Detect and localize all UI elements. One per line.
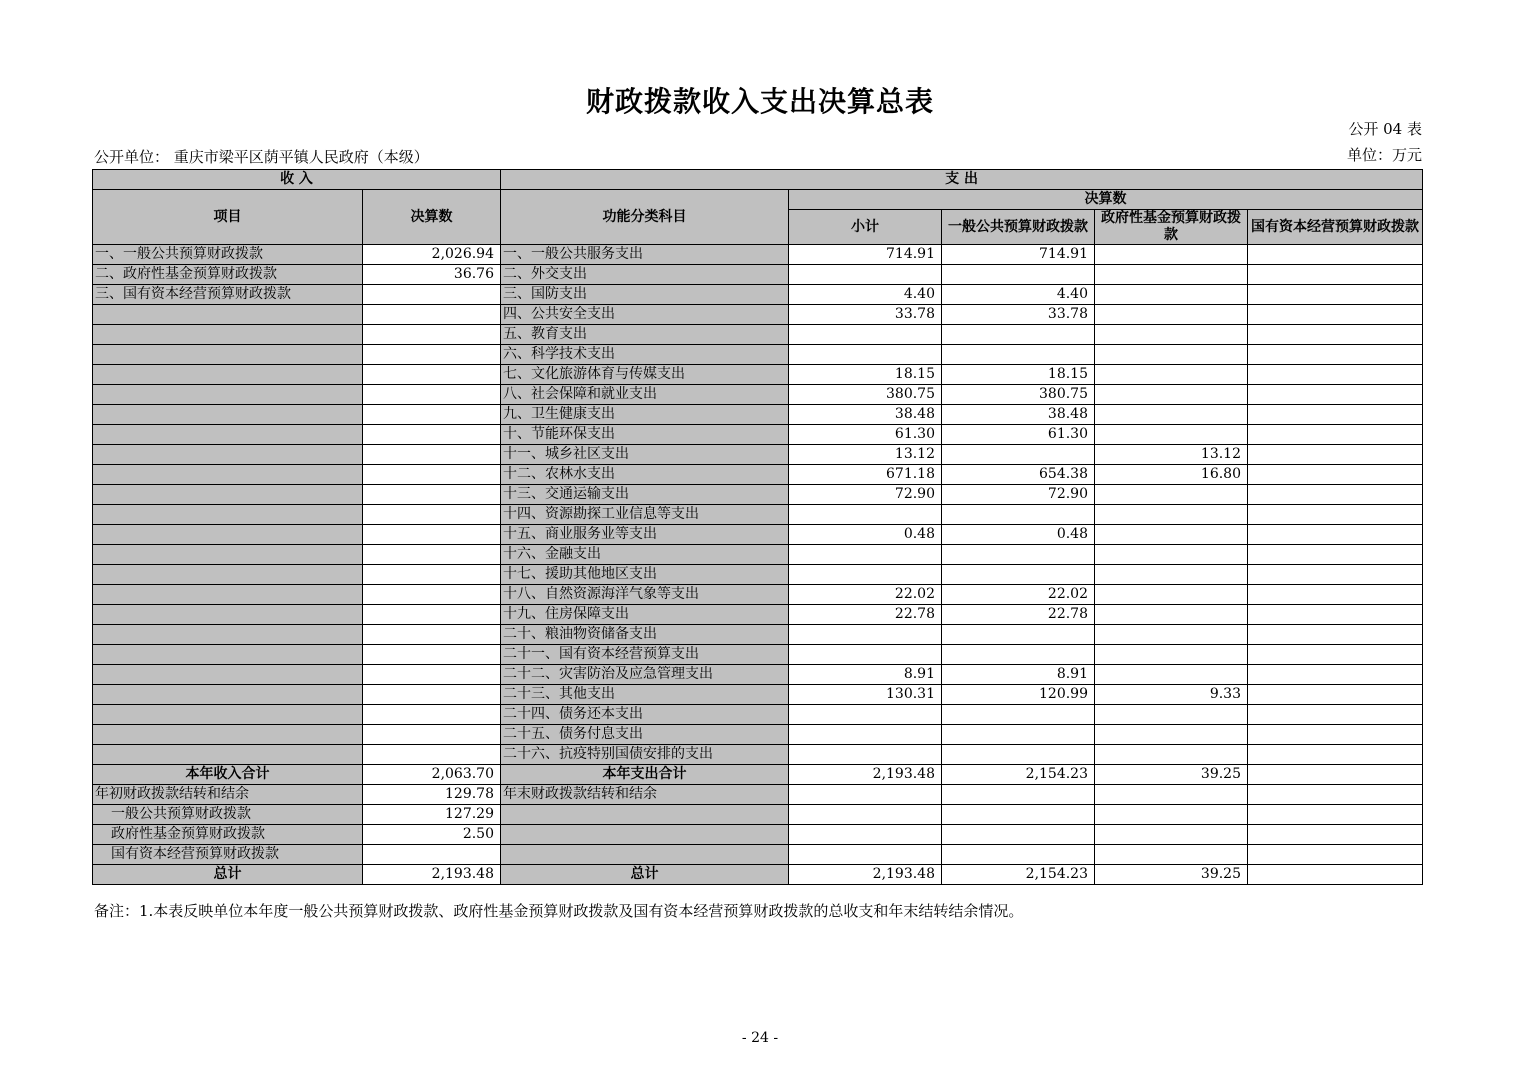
subtotal-cell xyxy=(789,825,942,845)
expense-category-cell: 二十四、债务还本支出 xyxy=(501,705,789,725)
income-amount-cell: 36.76 xyxy=(363,265,501,285)
income-item-cell xyxy=(93,545,363,565)
income-item-cell: 三、国有资本经营预算财政拨款 xyxy=(93,285,363,305)
income-amount-cell xyxy=(363,725,501,745)
fund-cell: 13.12 xyxy=(1095,445,1248,465)
expense-category-cell: 二、外交支出 xyxy=(501,265,789,285)
carryover-amount-cell: 2.50 xyxy=(363,825,501,845)
subtotal-cell xyxy=(789,785,942,805)
fund-cell xyxy=(1095,565,1248,585)
general-cell xyxy=(942,445,1095,465)
grand-total-row xyxy=(93,865,1423,885)
currency-unit: 单位：万元 xyxy=(1346,146,1422,164)
fund-cell: 9.33 xyxy=(1095,685,1248,705)
fund-cell xyxy=(1095,425,1248,445)
income-amount-cell xyxy=(363,605,501,625)
income-amount-cell xyxy=(363,465,501,485)
expense-category-cell: 六、科学技术支出 xyxy=(501,345,789,365)
table-row xyxy=(93,505,1423,525)
general-cell xyxy=(942,505,1095,525)
income-item-cell xyxy=(93,685,363,705)
income-item-cell xyxy=(93,585,363,605)
income-amount-cell xyxy=(363,445,501,465)
header-row-1 xyxy=(93,170,1423,190)
general-cell: 4.40 xyxy=(942,285,1095,305)
carryover-category-cell xyxy=(501,845,789,865)
carryover-row xyxy=(93,845,1423,865)
subtotal-cell: 33.78 xyxy=(789,305,942,325)
fund-cell xyxy=(1095,345,1248,365)
expense-category-cell: 三、国防支出 xyxy=(501,285,789,305)
income-item-cell xyxy=(93,325,363,345)
soe-cell xyxy=(1248,825,1423,845)
expense-category-cell: 九、卫生健康支出 xyxy=(501,405,789,425)
income-total-label: 总计 xyxy=(93,865,363,885)
expense-category-cell: 十八、自然资源海洋气象等支出 xyxy=(501,585,789,605)
subtotal-cell xyxy=(789,625,942,645)
table-row xyxy=(93,385,1423,405)
general-cell: 61.30 xyxy=(942,425,1095,445)
general-cell: 18.15 xyxy=(942,365,1095,385)
income-header: 收 入 xyxy=(93,170,501,190)
soe-cell xyxy=(1248,365,1423,385)
subtotal-cell: 4.40 xyxy=(789,285,942,305)
amount-header: 决算数 xyxy=(363,190,501,245)
general-cell: 38.48 xyxy=(942,405,1095,425)
income-item-cell xyxy=(93,485,363,505)
reporting-unit: 公开单位： 重庆市梁平区荫平镇人民政府（本级） xyxy=(94,148,429,166)
expense-category-cell: 十六、金融支出 xyxy=(501,545,789,565)
fund-cell xyxy=(1095,325,1248,345)
income-item-cell xyxy=(93,525,363,545)
income-amount-cell xyxy=(363,405,501,425)
table-row xyxy=(93,565,1423,585)
income-item-cell xyxy=(93,645,363,665)
expense-category-cell: 十、节能环保支出 xyxy=(501,425,789,445)
expense-category-cell: 十五、商业服务业等支出 xyxy=(501,525,789,545)
fund-cell xyxy=(1095,485,1248,505)
fund-total-cell: 39.25 xyxy=(1095,865,1248,885)
soe-cell xyxy=(1248,585,1423,605)
carryover-amount-cell: 129.78 xyxy=(363,785,501,805)
subtotal-cell xyxy=(789,705,942,725)
fund-cell xyxy=(1095,665,1248,685)
soe-cell xyxy=(1248,705,1423,725)
income-item-cell xyxy=(93,405,363,425)
soe-total-cell xyxy=(1248,765,1423,785)
subtotal-cell: 38.48 xyxy=(789,405,942,425)
income-amount-cell xyxy=(363,525,501,545)
fund-cell xyxy=(1095,585,1248,605)
subtotal-cell xyxy=(789,745,942,765)
table-row xyxy=(93,645,1423,665)
fund-cell xyxy=(1095,845,1248,865)
income-item-cell xyxy=(93,345,363,365)
expense-header: 支 出 xyxy=(501,170,1423,190)
soe-cell xyxy=(1248,465,1423,485)
subtotal-cell: 13.12 xyxy=(789,445,942,465)
expense-category-cell: 十四、资源勘探工业信息等支出 xyxy=(501,505,789,525)
expense-category-cell: 十一、城乡社区支出 xyxy=(501,445,789,465)
fund-cell xyxy=(1095,505,1248,525)
soe-cell xyxy=(1248,325,1423,345)
fund-cell xyxy=(1095,605,1248,625)
soe-cell xyxy=(1248,405,1423,425)
income-amount-cell xyxy=(363,305,501,325)
header-row-2 xyxy=(93,190,1423,210)
general-cell: 0.48 xyxy=(942,525,1095,545)
expense-category-cell: 一、一般公共服务支出 xyxy=(501,245,789,265)
soe-cell xyxy=(1248,525,1423,545)
fund-total-cell: 39.25 xyxy=(1095,765,1248,785)
expense-total-label: 总计 xyxy=(501,865,789,885)
table-row xyxy=(93,445,1423,465)
budget-table xyxy=(92,169,1423,885)
carryover-row xyxy=(93,805,1423,825)
soe-cell xyxy=(1248,425,1423,445)
carryover-item-cell: 政府性基金预算财政拨款 xyxy=(93,825,363,845)
general-cell xyxy=(942,565,1095,585)
income-item-cell xyxy=(93,725,363,745)
carryover-item-cell: 年初财政拨款结转和结余 xyxy=(93,785,363,805)
income-amount-cell: 2,026.94 xyxy=(363,245,501,265)
income-total-value: 2,193.48 xyxy=(363,865,501,885)
income-item-cell xyxy=(93,505,363,525)
income-total-value: 2,063.70 xyxy=(363,765,501,785)
general-cell: 22.78 xyxy=(942,605,1095,625)
form-number: 公开 04 表 xyxy=(1348,120,1422,138)
soe-total-cell xyxy=(1248,865,1423,885)
fund-cell xyxy=(1095,525,1248,545)
table-row xyxy=(93,725,1423,745)
income-item-cell xyxy=(93,465,363,485)
fund-cell xyxy=(1095,305,1248,325)
income-amount-cell xyxy=(363,325,501,345)
expense-total-label: 本年支出合计 xyxy=(501,765,789,785)
table-row xyxy=(93,605,1423,625)
expense-category-cell: 八、社会保障和就业支出 xyxy=(501,385,789,405)
subtotal-cell: 671.18 xyxy=(789,465,942,485)
category-header: 功能分类科目 xyxy=(501,190,789,245)
income-amount-cell xyxy=(363,665,501,685)
subtotal-cell xyxy=(789,805,942,825)
income-amount-cell xyxy=(363,645,501,665)
table-row xyxy=(93,325,1423,345)
fund-cell xyxy=(1095,365,1248,385)
income-item-cell: 一、一般公共预算财政拨款 xyxy=(93,245,363,265)
fund-cell xyxy=(1095,725,1248,745)
expense-category-cell: 二十五、债务付息支出 xyxy=(501,725,789,745)
general-cell: 22.02 xyxy=(942,585,1095,605)
table-row xyxy=(93,285,1423,305)
final-header: 决算数 xyxy=(789,190,1423,210)
general-cell: 33.78 xyxy=(942,305,1095,325)
subtotal-cell xyxy=(789,325,942,345)
general-cell: 72.90 xyxy=(942,485,1095,505)
table-row xyxy=(93,485,1423,505)
soe-cell xyxy=(1248,685,1423,705)
expense-category-cell: 二十、粮油物资储备支出 xyxy=(501,625,789,645)
expense-category-cell: 二十六、抗疫特别国债安排的支出 xyxy=(501,745,789,765)
subtotal-cell: 22.02 xyxy=(789,585,942,605)
fund-cell xyxy=(1095,625,1248,645)
income-item-cell xyxy=(93,605,363,625)
general-cell: 654.38 xyxy=(942,465,1095,485)
table-row xyxy=(93,525,1423,545)
expense-category-cell: 十三、交通运输支出 xyxy=(501,485,789,505)
fund-cell xyxy=(1095,545,1248,565)
carryover-category-cell xyxy=(501,825,789,845)
subtotal-cell xyxy=(789,545,942,565)
subtotal-cell: 61.30 xyxy=(789,425,942,445)
soe-cell xyxy=(1248,745,1423,765)
income-amount-cell xyxy=(363,505,501,525)
income-amount-cell xyxy=(363,585,501,605)
expense-category-cell: 十二、农林水支出 xyxy=(501,465,789,485)
income-amount-cell xyxy=(363,285,501,305)
year-total-row xyxy=(93,765,1423,785)
income-item-cell: 二、政府性基金预算财政拨款 xyxy=(93,265,363,285)
general-cell: 120.99 xyxy=(942,685,1095,705)
carryover-row xyxy=(93,785,1423,805)
income-amount-cell xyxy=(363,705,501,725)
income-amount-cell xyxy=(363,345,501,365)
subtotal-cell xyxy=(789,505,942,525)
soe-cell xyxy=(1248,265,1423,285)
table-row xyxy=(93,705,1423,725)
income-amount-cell xyxy=(363,545,501,565)
carryover-category-cell: 年末财政拨款结转和结余 xyxy=(501,785,789,805)
general-cell xyxy=(942,645,1095,665)
general-cell xyxy=(942,625,1095,645)
fund-cell xyxy=(1095,265,1248,285)
subtotal-total-cell: 2,193.48 xyxy=(789,765,942,785)
table-row xyxy=(93,245,1423,265)
income-item-cell xyxy=(93,425,363,445)
subtotal-cell: 0.48 xyxy=(789,525,942,545)
soe-cell xyxy=(1248,245,1423,265)
table-row xyxy=(93,545,1423,565)
expense-category-cell: 七、文化旅游体育与传媒支出 xyxy=(501,365,789,385)
soe-cell xyxy=(1248,725,1423,745)
expense-category-cell: 十九、住房保障支出 xyxy=(501,605,789,625)
carryover-amount-cell: 127.29 xyxy=(363,805,501,825)
fund-cell xyxy=(1095,825,1248,845)
fund-cell xyxy=(1095,285,1248,305)
subtotal-cell xyxy=(789,345,942,365)
subtotal-cell: 72.90 xyxy=(789,485,942,505)
soe-cell xyxy=(1248,305,1423,325)
general-cell xyxy=(942,845,1095,865)
general-cell xyxy=(942,345,1095,365)
general-cell xyxy=(942,805,1095,825)
income-amount-cell xyxy=(363,685,501,705)
soe-cell xyxy=(1248,285,1423,305)
carryover-row xyxy=(93,825,1423,845)
fund-cell xyxy=(1095,805,1248,825)
expense-category-cell: 五、教育支出 xyxy=(501,325,789,345)
soe-cell xyxy=(1248,545,1423,565)
fund-cell xyxy=(1095,705,1248,725)
carryover-item-cell: 一般公共预算财政拨款 xyxy=(93,805,363,825)
soe-cell xyxy=(1248,345,1423,365)
subtotal-cell xyxy=(789,265,942,285)
general-cell xyxy=(942,825,1095,845)
income-item-cell xyxy=(93,705,363,725)
income-item-cell xyxy=(93,385,363,405)
expense-category-cell: 十七、援助其他地区支出 xyxy=(501,565,789,585)
soe-cell xyxy=(1248,565,1423,585)
subtotal-cell: 714.91 xyxy=(789,245,942,265)
soe-cell xyxy=(1248,625,1423,645)
general-cell xyxy=(942,325,1095,345)
general-cell: 714.91 xyxy=(942,245,1095,265)
fund-cell xyxy=(1095,405,1248,425)
table-row xyxy=(93,425,1423,445)
general-total-cell: 2,154.23 xyxy=(942,865,1095,885)
income-item-cell xyxy=(93,665,363,685)
soe-cell xyxy=(1248,645,1423,665)
soe-cell xyxy=(1248,805,1423,825)
general-total-cell: 2,154.23 xyxy=(942,765,1095,785)
general-header: 一般公共预算财政拨款 xyxy=(942,210,1095,245)
income-amount-cell xyxy=(363,385,501,405)
carryover-item-cell: 国有资本经营预算财政拨款 xyxy=(93,845,363,865)
income-item-cell xyxy=(93,745,363,765)
footnote: 备注：1.本表反映单位本年度一般公共预算财政拨款、政府性基金预算财政拨款及国有资本经营预算财政拨款的总收支和年末结转结余情况。 xyxy=(94,902,1024,920)
table-row xyxy=(93,625,1423,645)
subtotal-cell: 130.31 xyxy=(789,685,942,705)
subtotal-cell: 8.91 xyxy=(789,665,942,685)
soe-cell xyxy=(1248,785,1423,805)
general-cell xyxy=(942,265,1095,285)
soe-cell xyxy=(1248,385,1423,405)
fund-cell: 16.80 xyxy=(1095,465,1248,485)
soe-cell xyxy=(1248,445,1423,465)
income-item-cell xyxy=(93,625,363,645)
fund-header: 政府性基金预算财政拨款 xyxy=(1095,210,1248,245)
soe-cell xyxy=(1248,845,1423,865)
income-amount-cell xyxy=(363,745,501,765)
fund-cell xyxy=(1095,645,1248,665)
subtotal-header: 小计 xyxy=(789,210,942,245)
general-cell xyxy=(942,745,1095,765)
table-row xyxy=(93,265,1423,285)
income-item-cell xyxy=(93,305,363,325)
table-row xyxy=(93,465,1423,485)
table-row xyxy=(93,345,1423,365)
income-amount-cell xyxy=(363,565,501,585)
general-cell xyxy=(942,725,1095,745)
subtotal-cell xyxy=(789,845,942,865)
page-number: - 24 - xyxy=(741,1030,779,1046)
expense-category-cell: 二十一、国有资本经营预算支出 xyxy=(501,645,789,665)
subtotal-cell: 22.78 xyxy=(789,605,942,625)
general-cell: 380.75 xyxy=(942,385,1095,405)
general-cell xyxy=(942,705,1095,725)
table-row xyxy=(93,745,1423,765)
subtotal-cell xyxy=(789,645,942,665)
income-item-cell xyxy=(93,565,363,585)
subtotal-cell xyxy=(789,565,942,585)
table-row xyxy=(93,585,1423,605)
general-cell: 8.91 xyxy=(942,665,1095,685)
soe-header: 国有资本经营预算财政拨款 xyxy=(1248,210,1423,245)
table-row xyxy=(93,405,1423,425)
subtotal-cell: 380.75 xyxy=(789,385,942,405)
soe-cell xyxy=(1248,505,1423,525)
table-row xyxy=(93,305,1423,325)
expense-category-cell: 四、公共安全支出 xyxy=(501,305,789,325)
fund-cell xyxy=(1095,385,1248,405)
subtotal-total-cell: 2,193.48 xyxy=(789,865,942,885)
report-title: 财政拨款收入支出决算总表 xyxy=(585,85,934,118)
soe-cell xyxy=(1248,605,1423,625)
table-row xyxy=(93,365,1423,385)
general-cell xyxy=(942,545,1095,565)
income-item-cell xyxy=(93,445,363,465)
fund-cell xyxy=(1095,785,1248,805)
expense-category-cell: 二十二、灾害防治及应急管理支出 xyxy=(501,665,789,685)
carryover-amount-cell xyxy=(363,845,501,865)
subtotal-cell xyxy=(789,725,942,745)
fund-cell xyxy=(1095,245,1248,265)
carryover-category-cell xyxy=(501,805,789,825)
soe-cell xyxy=(1248,665,1423,685)
income-amount-cell xyxy=(363,425,501,445)
income-amount-cell xyxy=(363,365,501,385)
general-cell xyxy=(942,785,1095,805)
table-row xyxy=(93,685,1423,705)
income-item-cell xyxy=(93,365,363,385)
table-row xyxy=(93,665,1423,685)
income-amount-cell xyxy=(363,625,501,645)
fund-cell xyxy=(1095,745,1248,765)
expense-category-cell: 二十三、其他支出 xyxy=(501,685,789,705)
income-total-label: 本年收入合计 xyxy=(93,765,363,785)
subtotal-cell: 18.15 xyxy=(789,365,942,385)
soe-cell xyxy=(1248,485,1423,505)
item-header: 项目 xyxy=(93,190,363,245)
income-amount-cell xyxy=(363,485,501,505)
